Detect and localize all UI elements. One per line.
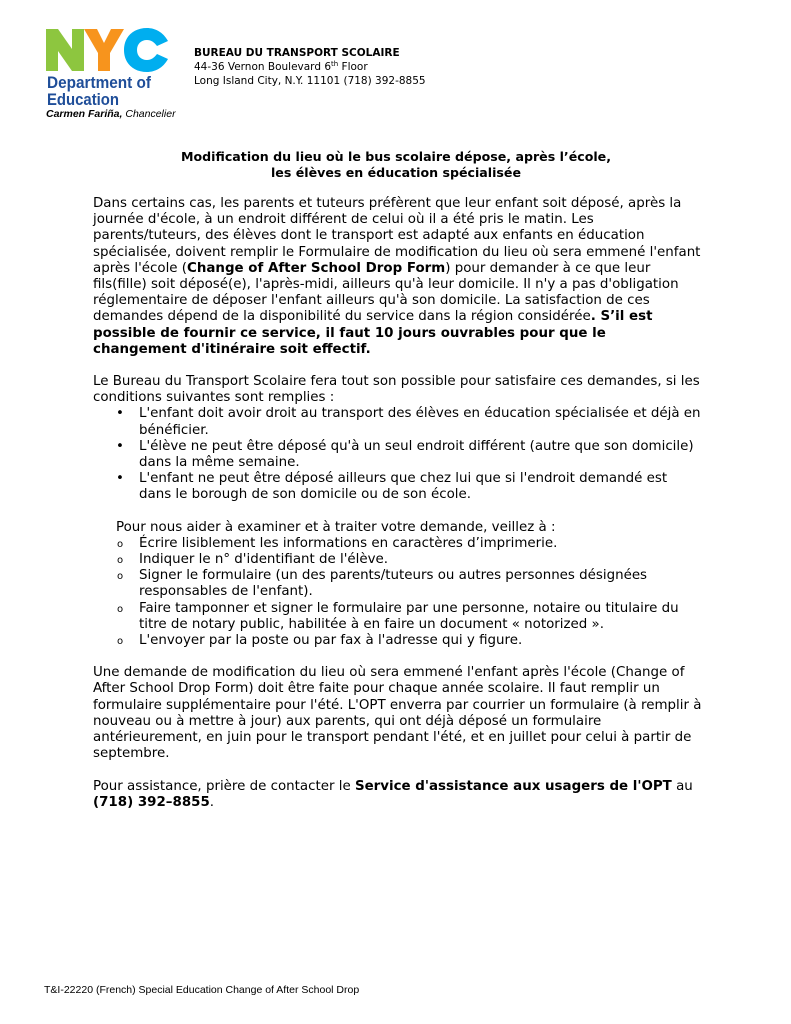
chancellor-name: Carmen Fariña, — [46, 108, 123, 120]
logo-letter-n — [46, 29, 84, 71]
step-text: Écrire lisiblement les informations en caractères d’imprimerie. — [139, 535, 558, 551]
steps-intro: Pour nous aider à examiner et à traiter votre demande, veillez à : — [116, 519, 556, 535]
bullet-icon: • — [116, 406, 124, 422]
circle-bullet-icon: o — [117, 603, 124, 615]
address-street: 44-36 Vernon Boulevard 6 — [194, 61, 332, 73]
list-item — [93, 471, 703, 503]
phone-number: (718) 392–8855 — [93, 794, 210, 810]
assistance-text: Pour assistance, prière de contacter le — [93, 778, 355, 794]
document-body — [93, 196, 703, 811]
condition-text: L'enfant doit avoir droit au transport des élèves en éducation spécialisée et déjà en bénéficier. — [139, 406, 701, 438]
service-name: Service d'assistance aux usagers de l'OPT — [354, 778, 672, 794]
org-address-block — [194, 46, 426, 88]
circle-bullet-icon: o — [117, 571, 124, 583]
intro-text-1: Dans certains cas, les parents et tuteurs préfèrent que leur enfant soit déposé, après la journée d'école, à un endroit différent de celui où il a été pris le matin. Les parents/tuteurs, des élèves dont le transport est adapté aux enfants en éducation spécialisée, doivent remplir le Formulaire de modification du lieu où sera emmené l'enfant après l'école ( — [93, 196, 701, 276]
address-line-2: Long Island City, N.Y. 11101 (718) 392-8855 — [194, 75, 426, 87]
intro-text-2: ) pour demander à ce que leur fils(fille) soit déposé(e), l'après-midi, ailleurs qu'à leur domicile. Il n'y a pas d'obligation réglementaire de déposer l'enfant ailleurs qu'à son domicile. La satisfaction de ces demandes dépend de la disponibilité du service dans la région considérée — [93, 260, 679, 325]
list-item — [93, 406, 703, 438]
nyc-doe-logo-icon — [44, 27, 172, 107]
bullet-icon: • — [116, 438, 124, 454]
title-line-2: les élèves en éducation spécialisée — [270, 165, 522, 180]
intro-emphasis: . S’il est possible de fournir ce service, il faut 10 jours ouvrables pour que le changement d'itinéraire soit effectif. — [93, 309, 653, 357]
step-text: Indiquer le n° d'identifiant de l'élève. — [139, 552, 389, 568]
logo-letter-y — [84, 29, 124, 71]
assistance-paragraph — [93, 779, 703, 811]
page-title — [93, 149, 699, 181]
conditions-intro: Le Bureau du Transport Scolaire fera tout son possible pour satisfaire ces demandes, si les conditions suivantes sont remplies : — [93, 374, 700, 406]
step-text: Faire tamponner et signer le formulaire par une personne, notaire ou titulaire du titre de notary public, habilitée à en faire un document « notorized ». — [139, 600, 679, 632]
assistance-end: . — [209, 794, 215, 810]
list-item — [93, 552, 703, 568]
chancellor-role: Chancelier — [122, 108, 176, 120]
annual-paragraph: Une demande de modification du lieu où sera emmené l'enfant après l'école (Change of After School Drop Form) doit être faite pour chaque année scolaire. Il faut remplir un formulaire supplémentaire pour l'été. L'OPT enverra par courrier un formulaire (à remplir à nouveau ou à mettre à jour) aux parents, qui ont déjà déposé un formulaire antérieurement, en juin pour le transport pendant l'été, et en juillet pour celui à partir de septembre. — [93, 665, 702, 762]
list-item — [93, 601, 703, 633]
bullet-icon: • — [116, 471, 124, 487]
circle-bullet-icon: o — [117, 555, 124, 567]
circle-bullet-icon: o — [117, 636, 124, 648]
address-ordinal: th — [331, 60, 339, 68]
conditions-list — [93, 406, 703, 503]
form-name: Change of After School Drop Form — [187, 260, 446, 276]
logo-line-2: Education — [47, 91, 119, 107]
list-item — [93, 633, 703, 649]
step-text: Signer le formulaire (un des parents/tuteurs ou autres personnes désignées responsables de l'enfant). — [139, 568, 648, 600]
list-item — [93, 536, 703, 552]
intro-paragraph — [93, 196, 703, 358]
address-floor: Floor — [338, 61, 368, 73]
footer-form-id: T&I-22220 (French) Special Education Change of After School Drop — [44, 984, 360, 996]
logo-letter-c — [124, 28, 168, 72]
condition-text: L'enfant ne peut être déposé ailleurs que chez lui que si l'endroit demandé est dans le borough de son domicile ou de son école. — [139, 471, 668, 503]
list-item — [93, 568, 703, 600]
title-line-1: Modification du lieu où le bus scolaire dépose, après l’école, — [180, 149, 611, 164]
condition-text: L'élève ne peut être déposé qu'à un seul endroit différent (autre que son domicile) dans la même semaine. — [139, 438, 694, 471]
org-name: BUREAU DU TRANSPORT SCOLAIRE — [194, 47, 400, 59]
chancellor-line — [46, 108, 176, 120]
circle-bullet-icon: o — [117, 538, 124, 550]
address-line-1 — [194, 60, 426, 74]
assistance-connector: au — [671, 778, 693, 794]
steps-list — [93, 536, 703, 649]
logo-line-1: Department of — [47, 74, 152, 92]
list-item — [93, 439, 703, 471]
step-text: L'envoyer par la poste ou par fax à l'adresse qui y figure. — [139, 633, 523, 649]
